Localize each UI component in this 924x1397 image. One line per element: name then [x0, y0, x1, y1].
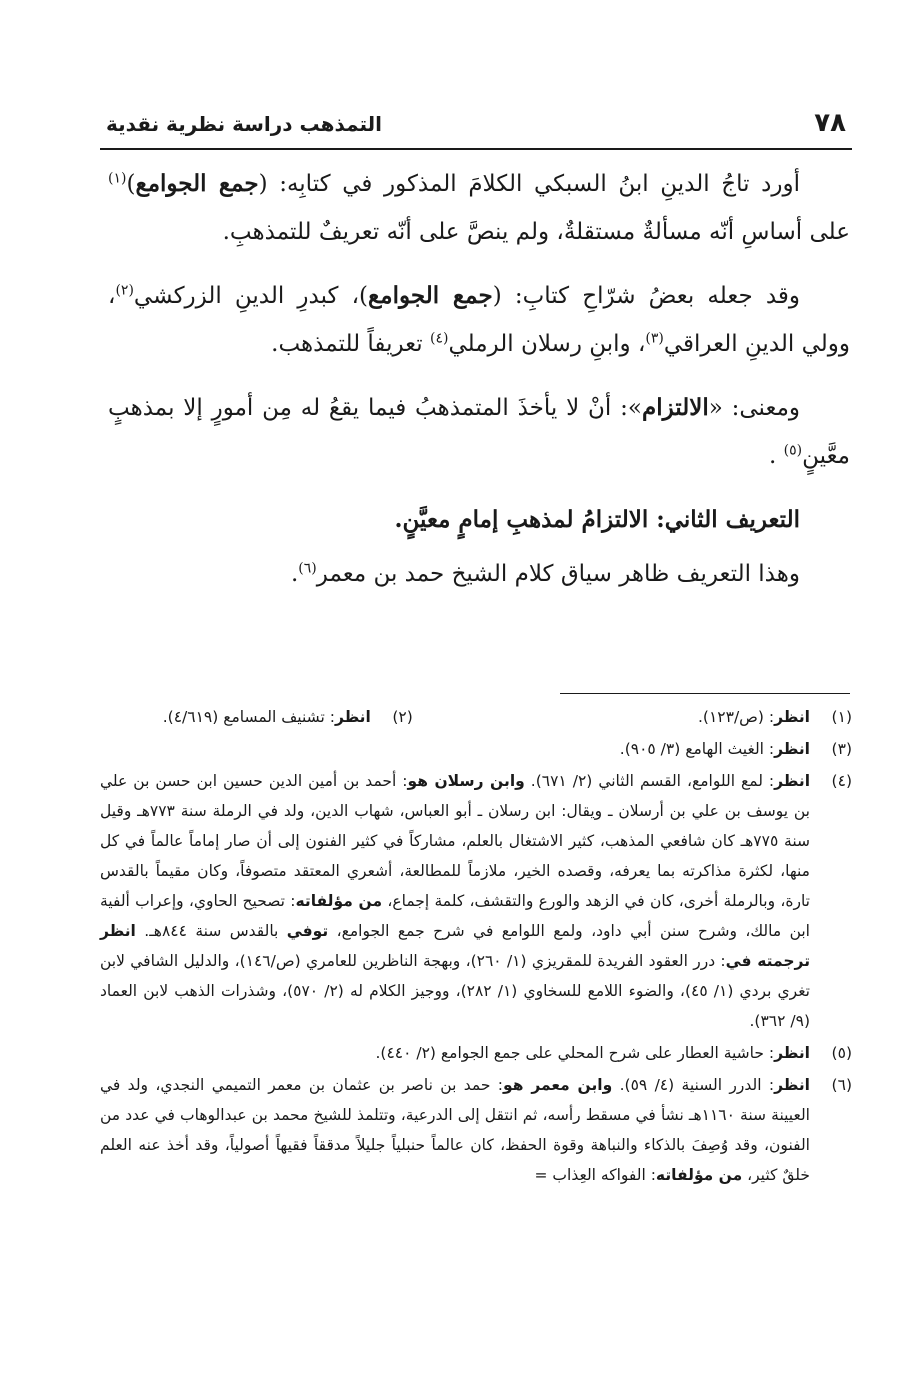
footnote-text: : الغيث الهامع (٣/ ٩٠٥). [619, 740, 775, 758]
footnote-number: (٤) [831, 772, 852, 790]
footnote-text: : تصحيح الحاوي، وإعراب ألفية ابن مالك، وشرح سنن أبي داود، ولمع اللوامع في شرح جمع الجوامع، [100, 892, 810, 940]
text-run: . [769, 443, 784, 469]
footnote-text: : حمد بن ناصر بن عثمان بن معمر التميمي النجدي، ولد في العيينة سنة ١١٦٠هـ نشأ في مسقط رأسه، ثم انتقل إلى الدرعية، وتتلمذ للشيخ محمد بن عبدالوهاب في عدد من الفنون، وقد وُصِفَ بالذكاء والنباهة وقوة الحفظ، كان عالماً حنبلياً جليلاً مدققاً فقيهاً أصولياً، وقد أخذ عنه العلم خلقٌ كثير، [100, 1076, 810, 1184]
footnote-lead: انظر [774, 708, 810, 726]
footnote-text: : الفواكه العِذاب = [534, 1166, 656, 1184]
footnote-bold: توفي [286, 922, 329, 940]
footnote-lead: انظر [774, 740, 810, 758]
running-title: التمذهب دراسة نظرية نقدية [106, 112, 383, 136]
text-run: »: أنْ لا يأخذَ المتمذهبُ فيما يقعُ له مِن أمورٍ إلا بمذهبٍ معَّينٍ [108, 395, 850, 469]
paragraph-3 [108, 384, 850, 480]
definition-heading: التعريف الثاني: الالتزامُ لمذهبِ إمامٍ معيَّنٍ. [394, 506, 800, 533]
footnote-6 [100, 1070, 852, 1190]
footnote-4 [100, 766, 852, 1036]
footnote-lead: انظر [774, 1076, 810, 1094]
footnote-3 [100, 734, 852, 764]
footnote-ref: (٤) [429, 330, 449, 347]
footnote-number: (٢) [392, 708, 413, 726]
paragraph-2 [108, 272, 850, 368]
text-run: . [290, 561, 299, 587]
page-number: ٧٨ [814, 108, 846, 138]
text-run: )، كبدرِ الدينِ الزركشي [133, 283, 369, 309]
footnote-number: (٥) [831, 1044, 852, 1062]
text-run: ومعنى: « [708, 395, 801, 421]
footnote-text: : أحمد بن أمين الدين حسين ابن حسن بن علي بن يوسف بن علي بن أرسلان ـ ويقال: ابن رسلان ـ أبو العباس، شهاب الدين، ولد في الرملة سنة ٧٧٣هـ وقيل سنة ٧٧٥هـ كان شافعي المذهب، كثير الاشتغال بالعلم، مشاركاً في كثير الفنون إلى أن صار إماماً عالماً في كل منها، لكثرة مذاكرته بما يعرفه، وقصده الخير، ملازماً للمطالعة، أشعري المعتقد متصوفاً، وكان مقيماً بالقدس تارة، وبالرملة أخرى، كان في الزهد والورع والتقشف، كلمة إجماع، [100, 772, 810, 910]
footnote-number: (٣) [831, 740, 852, 758]
page-header [100, 108, 852, 150]
footnote-lead: انظر [334, 708, 371, 726]
term: الالتزام [641, 394, 709, 421]
footnote-text: : (ص/١٢٣). [697, 708, 775, 726]
text-run: ، وولي الدينِ العراقي [108, 283, 850, 357]
text-run: ) [126, 171, 136, 197]
footnote-2 [100, 702, 413, 732]
footnote-ref: (١) [108, 170, 127, 187]
text-run: وهذا التعريف ظاهر سياق كلام الشيخ حمد بن معمر [316, 561, 800, 587]
book-title: جمع الجوامع [368, 282, 493, 309]
text-run: على أساسِ أنّه مسألةٌ مستقلةٌ، ولم ينصَّ على أنّه تعريفٌ للتمذهبِ. [222, 219, 850, 245]
footnote-bold: انظر ترجمته في [100, 922, 811, 970]
footnote-number: (٦) [831, 1076, 852, 1094]
footnote-ref: (٦) [298, 560, 317, 577]
text-run: وقد جعله بعضُ شرّاحِ كتابِ: ( [492, 283, 800, 309]
footnote-ref: (٢) [115, 282, 134, 299]
footnote-text: : حاشية العطار على شرح المحلي على جمع الجوامع (٢/ ٤٤٠). [375, 1044, 775, 1062]
text-run: تعريفاً للتمذهب. [271, 331, 430, 357]
footnote-separator [560, 693, 850, 694]
footnote-lead: انظر [774, 772, 811, 790]
main-text [108, 160, 850, 614]
footnote-text: : درر العقود الفريدة للمقريزي (١/ ٢٦٠)، وبهجة الناظرين للعامري (ص/١٤٦)، والدليل الشافي لابن تغري بردي (١/ ٤٥)، والضوء اللامع للسخاوي (١/ ٢٨٢)، ووجيز الكلام له (٢/ ٥٧٠)، وشذرات الذهب لابن العماد (٩/ ٣٦٢). [100, 952, 810, 1030]
footnote-text: بالقدس سنة ٨٤٤هـ. [135, 922, 287, 940]
footnote-5 [100, 1038, 852, 1068]
footnote-bold: من مؤلفاته [295, 892, 383, 910]
footnote-text: : لمع اللوامع، القسم الثاني (٢/ ٦٧١). [524, 772, 775, 790]
footnote-bold: من مؤلفاته [655, 1166, 743, 1184]
footnote-row [100, 702, 852, 734]
footnote-1 [413, 702, 852, 732]
footnotes [100, 702, 852, 1192]
text-run: أورد تاجُ الدينِ ابنُ السبكي الكلامَ المذكور في كتابِه: ( [258, 171, 800, 197]
footnote-lead: انظر [774, 1044, 810, 1062]
footnote-bold: وابن رسلان هو [407, 772, 525, 790]
footnote-text: : الدرر السنية (٤/ ٥٩). [612, 1076, 775, 1094]
text-run: ، وابنِ رسلان الرملي [448, 331, 646, 357]
footnote-number: (١) [831, 708, 852, 726]
footnote-bold: وابن معمر هو [503, 1076, 613, 1094]
footnote-ref: (٥) [783, 442, 803, 459]
paragraph-4 [108, 550, 850, 598]
footnote-text: : تشنيف المسامع (٤/٦١٩). [162, 708, 335, 726]
footnote-ref: (٣) [645, 330, 664, 347]
paragraph-1 [108, 160, 850, 256]
book-title: جمع الجوامع [135, 170, 259, 197]
